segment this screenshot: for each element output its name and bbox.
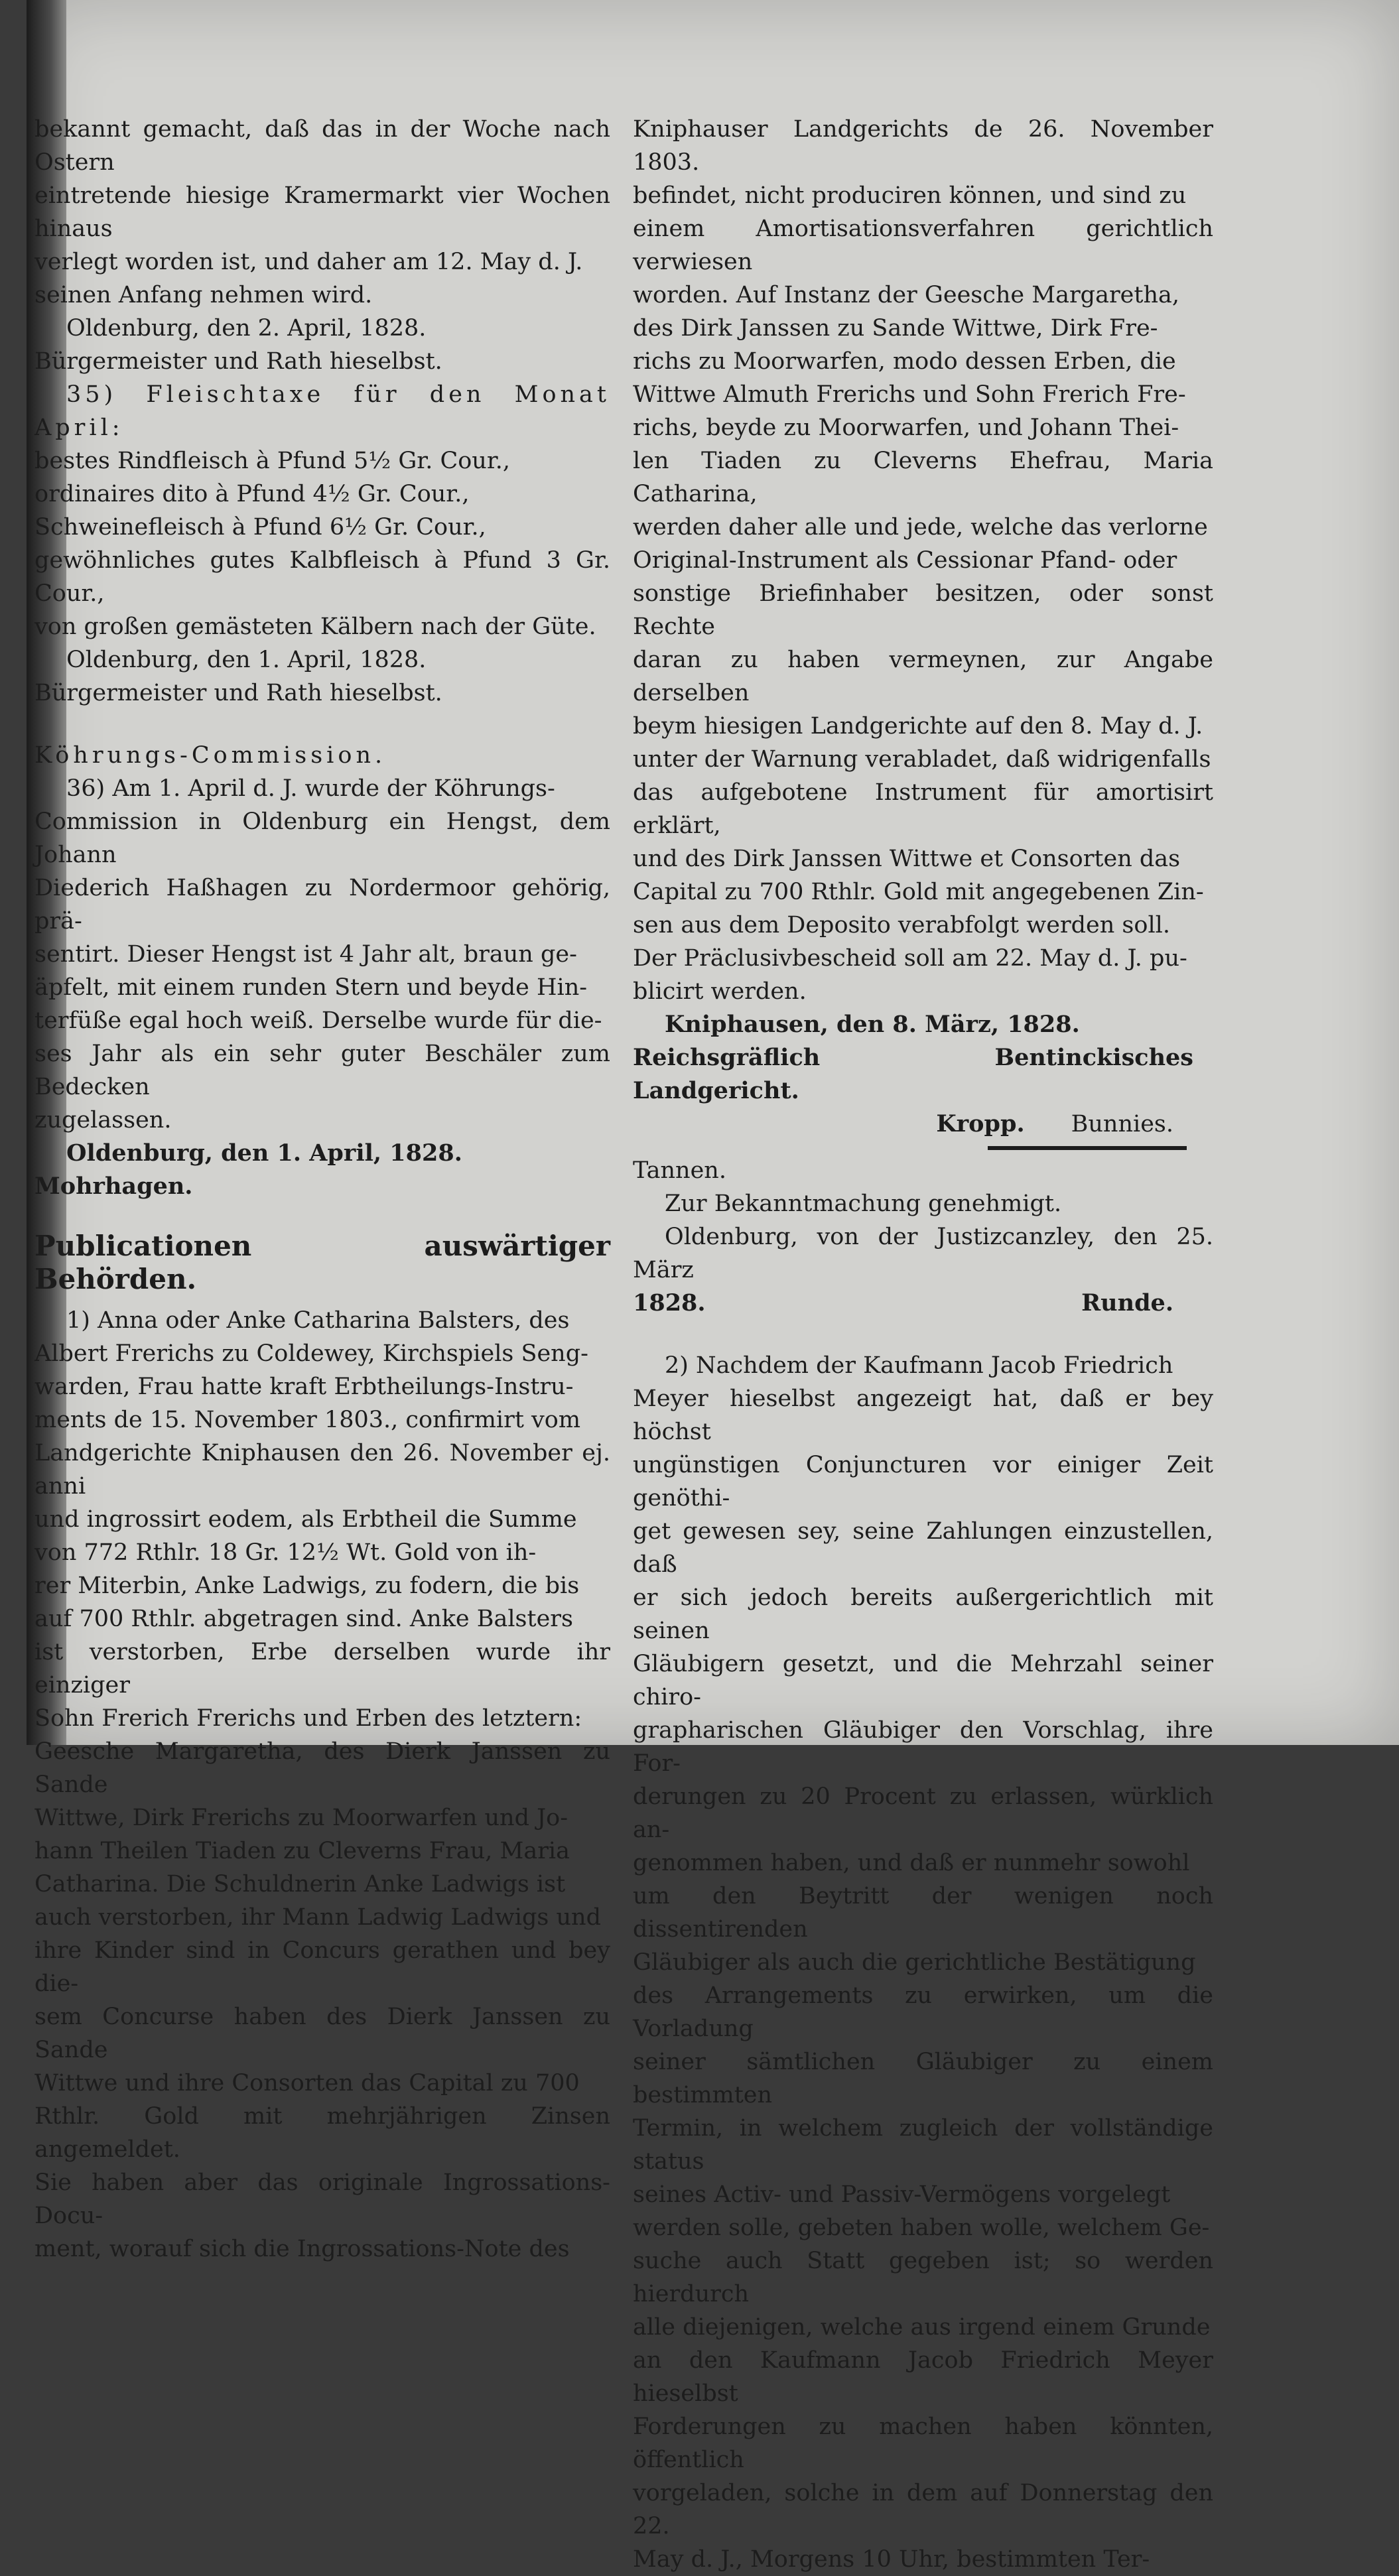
approval-year: 1828. [633, 1289, 706, 1317]
text-line: seines Activ- und Passiv-Vermögens vorgelegt [633, 2181, 1171, 2208]
right-column [633, 113, 1213, 2576]
text-line: alle diejenigen, welche aus irgend einem Grunde [633, 2314, 1211, 2341]
text-line: an den Kaufmann Jacob Friedrich Meyer hieselbst [633, 2347, 1213, 2407]
text-line: Diederich Haßhagen zu Nordermoor gehörig, prä- [34, 875, 610, 934]
approval-place: Oldenburg, von der Justizcanzley, den 25. März [633, 1224, 1213, 1283]
text-line: verlegt worden ist, und daher am 12. May d. J. [34, 249, 583, 275]
text-line: das aufgebotene Instrument für amortisirt erklärt, [633, 779, 1213, 839]
dateline: Kniphausen, den 8. März, 1828. [665, 1011, 1080, 1038]
signatures-row [633, 1108, 1213, 1141]
text-line: sen aus dem Deposito verabfolgt werden soll. [633, 912, 1170, 938]
text-line: Schweinefleisch à Pfund 6½ Gr. Cour., [34, 514, 486, 541]
publication-1 [34, 1304, 610, 2266]
text-line: auf 700 Rthlr. abgetragen sind. Anke Balsters [34, 1606, 573, 1632]
section-heading-publications: Publicationen auswärtiger Behörden. [34, 1230, 610, 1295]
text-line: suche auch Statt gegeben ist; so werden hierdurch [633, 2248, 1213, 2307]
notice-36 [34, 772, 610, 1203]
text-line: und ingrossirt eodem, als Erbtheil die Summe [34, 1506, 577, 1533]
text-line: seiner sämtlichen Gläubiger zu einem bestimmten [633, 2049, 1213, 2108]
text-line: Sohn Frerich Frerichs und Erben des letztern: [34, 1705, 582, 1732]
text-line: ordinaires dito à Pfund 4½ Gr. Cour., [34, 481, 470, 507]
text-line: auch verstorben, ihr Mann Ladwig Ladwigs und [34, 1904, 601, 1931]
text-line: ist verstorben, Erbe derselben wurde ihr einziger [34, 1639, 610, 1699]
text-line: ments de 15. November 1803., confirmirt vom [34, 1407, 581, 1433]
signature-rule [988, 1146, 1187, 1150]
text-line: ihre Kinder sind in Concurs gerathen und bey die- [34, 1937, 610, 1997]
text-line: genommen haben, und daß er nunmehr sowohl [633, 1850, 1190, 1876]
publication-1-continued [633, 113, 1213, 1187]
text-line: derungen zu 20 Procent zu erlassen, würklich an- [633, 1783, 1213, 1843]
text-line: gewöhnliches gutes Kalbfleisch à Pfund 3 Gr. Cour., [34, 547, 610, 607]
text-line: Kniphauser Landgerichts de 26. November 1803. [633, 116, 1213, 176]
text-line: daran zu haben vermeynen, zur Angabe derselben [633, 647, 1213, 706]
text-line: 1) Anna oder Anke Catharina Balsters, des [66, 1307, 570, 1334]
signature: Bunnies. [1071, 1111, 1173, 1137]
text-line: Forderungen zu machen haben könnten, öffentlich [633, 2414, 1213, 2473]
text-line: und des Dirk Janssen Wittwe et Consorten das [633, 846, 1181, 872]
text-line: Landgerichte Kniphausen den 26. November ej. anni [34, 1440, 610, 1500]
left-column [34, 113, 610, 2266]
text-line: äpfelt, mit einem runden Stern und beyde Hin- [34, 974, 588, 1001]
text-line: ses Jahr als ein sehr guter Beschäler zum Bedecken [34, 1041, 610, 1100]
signature: Kropp. [936, 1110, 1025, 1137]
text-line: Geesche Margaretha, des Dierk Janssen zu Sande [34, 1738, 610, 1798]
signature: Bürgermeister und Rath hieselbst. [34, 348, 442, 375]
text-line: len Tiaden zu Cleverns Ehefrau, Maria Catharina, [633, 448, 1213, 507]
text-line: befindet, nicht produciren können, und sind zu [633, 182, 1187, 209]
dateline: Oldenburg, den 1. April, 1828. [66, 647, 427, 673]
text-line: werden daher alle und jede, welche das verlorne [633, 514, 1208, 541]
text-line: Termin, in welchem zugleich der vollständige status [633, 2115, 1213, 2175]
notice-35 [34, 378, 610, 710]
approval-text: Zur Bekanntmachung genehmigt. [665, 1191, 1062, 1217]
text-line: seinen Anfang nehmen wird. [34, 282, 373, 308]
text-line: terfüße egal hoch weiß. Derselbe wurde für die- [34, 1007, 602, 1034]
text-line: bestes Rindfleisch à Pfund 5½ Gr. Cour., [34, 448, 510, 474]
text-line: Wittwe Almuth Frerichs und Sohn Frerich Fre- [633, 381, 1186, 408]
text-line: warden, Frau hatte kraft Erbtheilungs-Instru- [34, 1374, 574, 1400]
text-line: zugelassen. [34, 1107, 172, 1133]
text-line: Gläubigern gesetzt, und die Mehrzahl seiner chiro- [633, 1651, 1213, 1710]
text-line: Wittwe und ihre Consorten das Capital zu 700 [34, 2070, 580, 2096]
text-line: ungünstigen Conjuncturen vor einiger Zeit genöthi- [633, 1452, 1213, 1512]
text-line: blicirt werden. [633, 978, 807, 1005]
text-line: get gewesen sey, seine Zahlungen einzustellen, daß [633, 1518, 1213, 1578]
text-line: von 772 Rthlr. 18 Gr. 12½ Wt. Gold von ih- [34, 1539, 537, 1566]
text-line: Albert Frerichs zu Coldewey, Kirchspiels Seng- [34, 1340, 588, 1367]
text-line: von großen gemästeten Kälbern nach der Güte. [34, 613, 596, 640]
text-line: hann Theilen Tiaden zu Cleverns Frau, Maria [34, 1838, 570, 1864]
text-line: Catharina. Die Schuldnerin Anke Ladwigs ist [34, 1871, 566, 1898]
text-line: Meyer hieselbst angezeigt hat, daß er bey höchst [633, 1385, 1213, 1445]
text-line: Wittwe, Dirk Frerichs zu Moorwarfen und Jo- [34, 1805, 568, 1831]
publication-2 [633, 1349, 1213, 2576]
text-line: Der Präclusivbescheid soll am 22. May d. J. pu- [633, 945, 1187, 972]
text-line: vorgeladen, solche in dem auf Donnerstag den 22. [633, 2480, 1213, 2540]
text-line: eintretende hiesige Kramermarkt vier Wochen hinaus [34, 182, 610, 242]
text-line: Capital zu 700 Rthlr. Gold mit angegebenen Zin- [633, 879, 1204, 905]
scanned-page [27, 0, 1399, 2573]
text-line: des Arrangements zu erwirken, um die Vorladung [633, 1982, 1213, 2042]
text-line: Rthlr. Gold mit mehrjährigen Zinsen angemeldet. [34, 2103, 610, 2163]
signature: Runde. [1081, 1289, 1173, 1317]
text-line: er sich jedoch bereits außergerichtlich mit seinen [633, 1584, 1213, 1644]
text-line: um den Beytritt der wenigen noch dissentirenden [633, 1883, 1213, 1943]
court-name: Reichsgräflich Bentinckisches Landgericht. [633, 1044, 1193, 1104]
text-line: sentirt. Dieser Hengst ist 4 Jahr alt, braun ge- [34, 941, 577, 968]
dateline: Oldenburg, den 1. April, 1828. [66, 1139, 462, 1167]
text-line: des Dirk Janssen zu Sande Wittwe, Dirk Fre- [633, 315, 1158, 342]
text-line: Original-Instrument als Cessionar Pfand- oder [633, 547, 1177, 574]
text-line: Gläubiger als auch die gerichtliche Bestätigung [633, 1949, 1196, 1976]
text-line: werden solle, gebeten haben wolle, welchem Ge- [633, 2215, 1210, 2241]
text-line: worden. Auf Instanz der Geesche Margaretha, [633, 282, 1179, 308]
text-line: ment, worauf sich die Ingrossations-Note des [34, 2236, 570, 2262]
dateline: Oldenburg, den 2. April, 1828. [66, 315, 427, 342]
section-heading-koehrung: Köhrungs-Commission. [34, 742, 387, 769]
text-line: sem Concurse haben des Dierk Janssen zu Sande [34, 2004, 610, 2063]
signature: Mohrhagen. [34, 1173, 193, 1200]
text-line: 2) Nachdem der Kaufmann Jacob Friedrich [665, 1352, 1173, 1379]
text-line: unter der Warnung verabladet, daß widrigenfalls [633, 746, 1211, 773]
approval-note [633, 1187, 1213, 1320]
text-line: einem Amortisationsverfahren gerichtlich verwiesen [633, 216, 1213, 275]
text-line: Commission in Oldenburg ein Hengst, dem Johann [34, 808, 610, 868]
text-line: rer Miterbin, Anke Ladwigs, zu fodern, die bis [34, 1573, 580, 1599]
text-line: sonstige Briefinhaber besitzen, oder sonst Rechte [633, 580, 1213, 640]
text-line: bekannt gemacht, daß das in der Woche nach Ostern [34, 116, 610, 176]
approval-footer [633, 1287, 1213, 1320]
signature: Bürgermeister und Rath hieselbst. [34, 680, 442, 706]
text-line: richs, beyde zu Moorwarfen, und Johann Thei- [633, 415, 1179, 441]
text-line: May d. J., Morgens 10 Uhr, bestimmten Ter- [633, 2546, 1150, 2573]
notice-34 [34, 113, 610, 378]
text-line: richs zu Moorwarfen, modo dessen Erben, die [633, 348, 1176, 375]
text-line: beym hiesigen Landgerichte auf den 8. May d. J. [633, 713, 1203, 740]
signature: Tannen. [633, 1157, 726, 1184]
notice-title: 35) Fleischtaxe für den Monat April: [34, 381, 610, 441]
text-line: grapharischen Gläubiger den Vorschlag, ihre For- [633, 1717, 1213, 1777]
text-line: Sie haben aber das originale Ingrossations-Docu- [34, 2169, 610, 2229]
text-line: 36) Am 1. April d. J. wurde der Köhrungs- [66, 775, 555, 802]
